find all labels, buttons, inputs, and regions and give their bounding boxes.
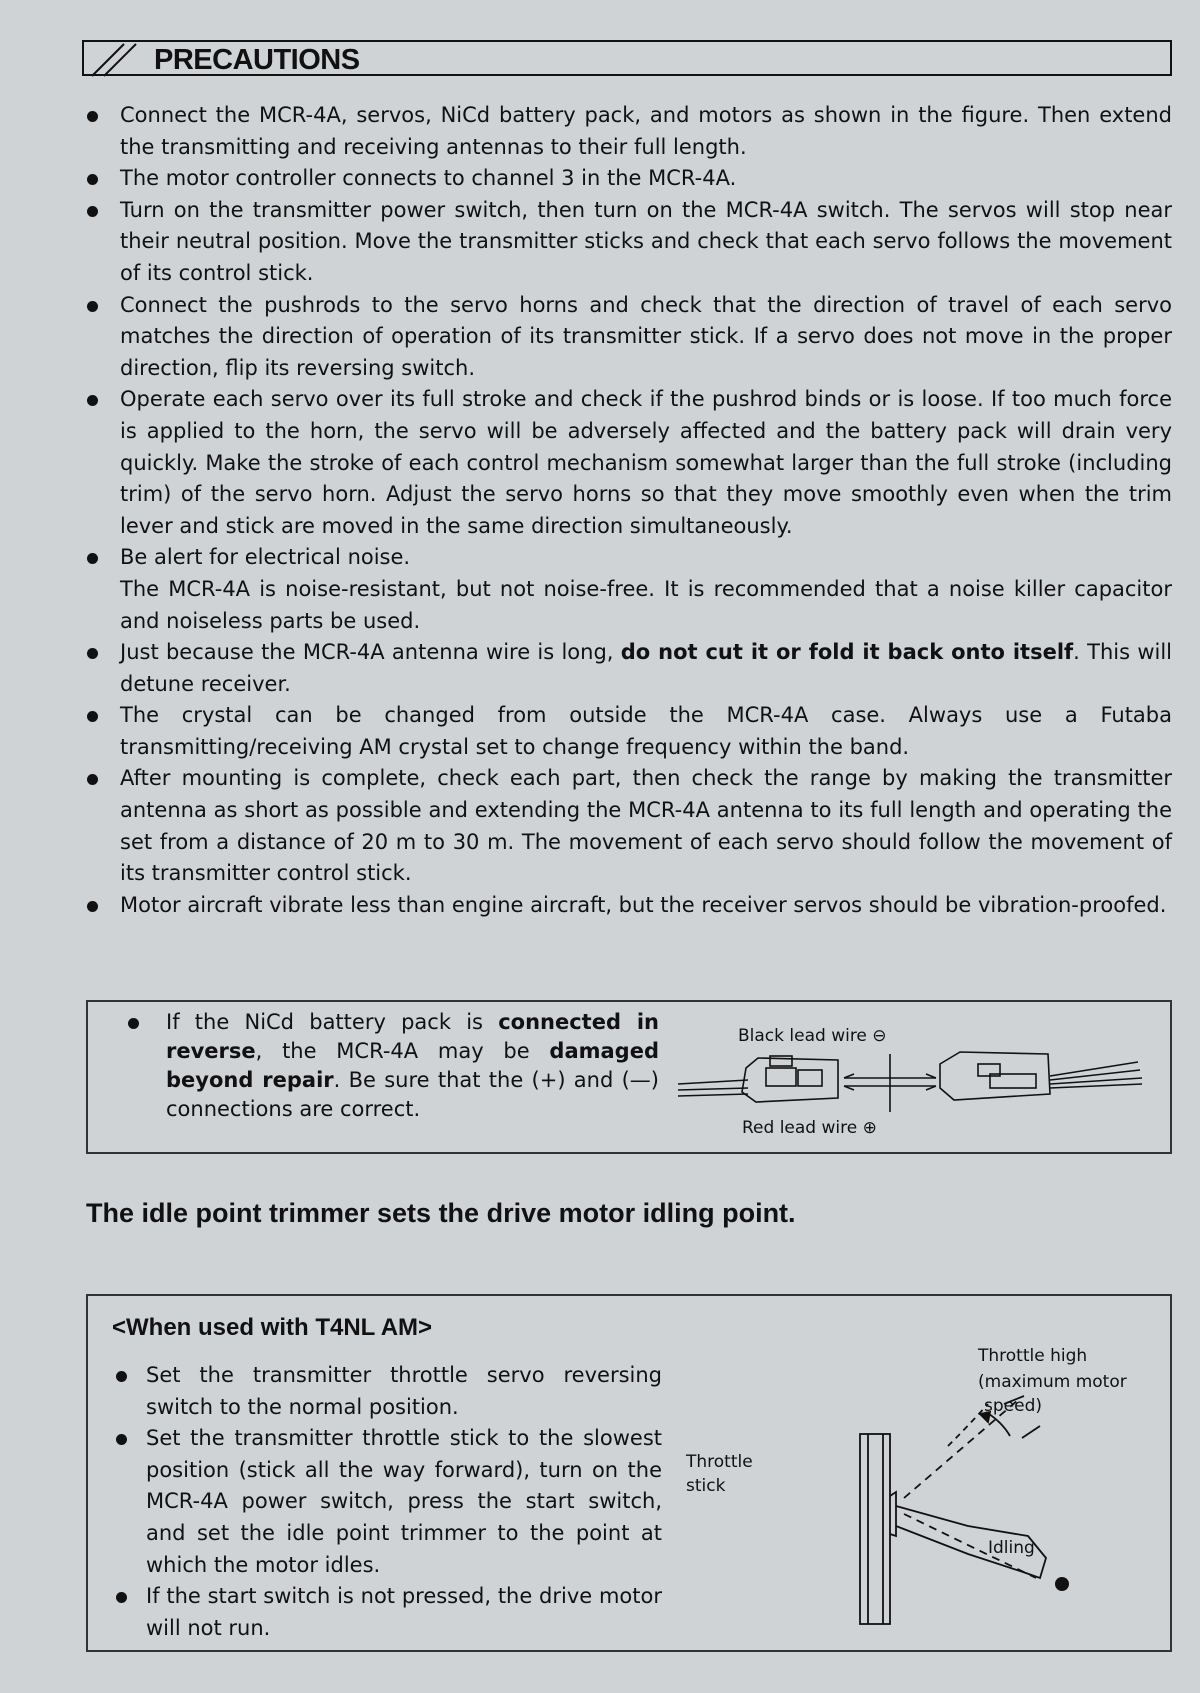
precaution-item (82, 637, 1172, 700)
body-text: The crystal can be changed from outside the MCR-4A case. Always use a Futaba transmitting/receiving AM crystal set to change frequency within the band. (120, 703, 1172, 759)
precaution-item (82, 700, 1172, 763)
battery-warning-box (86, 1000, 1172, 1154)
precaution-text (120, 290, 1172, 385)
throttle-stick-label: Throttle (686, 1452, 753, 1472)
body-text: . This will detune receiver. (120, 640, 1173, 696)
body-text: After mounting is complete, check each part, then check the range by making the transmitter antenna as short as possible and extending the MCR-4A antenna to its full length and operating the set from a distance of 20 m to 30 m. The movement of each servo should follow the movement of its transmitter control stick. (120, 766, 1172, 886)
body-text: Connect the pushrods to the servo horns and check that the direction of travel of each servo matches the direction of operation of its transmitter stick. If a servo does not move in the proper direction, flip its reversing switch. (120, 292, 1172, 380)
t4nl-item-text: Set the transmitter throttle servo reversing switch to the normal position. (146, 1363, 662, 1419)
precautions-list (82, 100, 1172, 921)
body-text: Motor aircraft vibrate less than engine aircraft, but the receiver servos should be vibration-proofed. (120, 892, 1167, 917)
bullet-icon (116, 1592, 127, 1603)
body-text: . Be sure that the (+) and (—) connections are correct. (166, 1068, 659, 1121)
t4nl-title: <When used with T4NL AM> (112, 1314, 433, 1341)
body-text: Be alert for electrical noise. (120, 545, 411, 570)
body-text: Turn on the transmitter power switch, then turn on the MCR-4A switch. The servos will stop near their neutral position. Move the transmitter sticks and check that each servo follows the movement of its control stick. (120, 197, 1172, 285)
bullet-icon (87, 774, 98, 785)
bullet-icon (87, 901, 98, 912)
throttle-stick-label-2: stick (686, 1476, 726, 1496)
precaution-text (120, 542, 1172, 574)
bullet-icon (87, 395, 98, 406)
bullet-icon (116, 1371, 127, 1382)
idling-label: Idling (988, 1538, 1035, 1558)
precaution-item (82, 290, 1172, 385)
precaution-item (82, 890, 1172, 922)
bullet-icon (87, 553, 98, 564)
precaution-item (82, 100, 1172, 163)
precaution-text (120, 384, 1172, 542)
body-text: If the NiCd battery pack is (166, 1010, 499, 1034)
emphasis-text: damaged beyond repair (166, 1039, 659, 1092)
precaution-item (82, 163, 1172, 195)
throttle-high-note-2: speed) (984, 1396, 1042, 1416)
precaution-text (120, 637, 1172, 700)
precaution-item (82, 195, 1172, 290)
t4nl-item-text: If the start switch is not pressed, the drive motor will not run. (146, 1584, 662, 1640)
emphasis-text: do not cut it or fold it back onto itself (620, 640, 1074, 665)
bullet-icon (87, 206, 98, 217)
precaution-text (120, 100, 1172, 163)
battery-warning-text (124, 1008, 659, 1124)
connector-diagram-icon (678, 1048, 1148, 1118)
emphasis-text: connected in reverse (166, 1010, 659, 1063)
precaution-text (120, 763, 1172, 889)
bullet-icon (87, 711, 98, 722)
precautions-header (82, 40, 1172, 76)
body-text: Operate each servo over its full stroke and check if the pushrod binds or is loose. If too much force is applied to the horn, the servo will be adversely affected and the battery pack will drain very quickly. Make the stroke of each control mechanism somewhat larger than the full stroke (including trim) of the servo horn. Adjust the servo horns so that they move smoothly even when the trim lever and stick are moved in the same direction simultaneously. (120, 387, 1172, 538)
throttle-high-note: (maximum motor (978, 1372, 1127, 1392)
bullet-icon (116, 1434, 127, 1445)
red-wire-label: Red lead wire ⊕ (742, 1118, 877, 1138)
section-title: PRECAUTIONS (154, 44, 360, 76)
black-wire-label: Black lead wire ⊖ (738, 1026, 887, 1046)
t4nl-instructions-box (86, 1294, 1172, 1652)
bullet-icon (128, 1018, 139, 1029)
bullet-icon (87, 174, 98, 185)
precaution-item (82, 763, 1172, 889)
bullet-icon (87, 301, 98, 312)
throttle-high-label: Throttle high (978, 1346, 1088, 1366)
precaution-item (82, 542, 1172, 637)
body-text: The motor controller connects to channel 3 in the MCR-4A. (120, 166, 737, 191)
t4nl-item (112, 1360, 662, 1423)
body-text: , the MCR-4A may be (255, 1039, 550, 1063)
precaution-item (82, 384, 1172, 542)
t4nl-item-text: Set the transmitter throttle stick to the slowest position (stick all the way forward), turn on the MCR-4A power switch, press the start switch, and set the idle point trimmer to the point at which the motor idles. (146, 1426, 662, 1577)
precaution-text (120, 700, 1172, 763)
precaution-extra-text: The MCR-4A is noise-resistant, but not noise-free. It is recommended that a noise killer capacitor and noiseless parts be used. (120, 576, 1172, 633)
t4nl-item (112, 1423, 662, 1581)
body-text: Connect the MCR-4A, servos, NiCd battery pack, and motors as shown in the figure. Then extend the transmitting and receiving antennas to their full length. (120, 103, 1172, 159)
body-text: Just because the MCR-4A antenna wire is long, (120, 640, 621, 665)
bullet-icon (87, 111, 98, 122)
precaution-text (120, 163, 1172, 195)
bullet-icon (87, 648, 98, 659)
precaution-text (120, 890, 1172, 922)
idle-point-heading: The idle point trimmer sets the drive motor idling point. (86, 1198, 796, 1228)
t4nl-item (112, 1581, 662, 1644)
precaution-text (120, 195, 1172, 290)
t4nl-list (112, 1360, 662, 1644)
